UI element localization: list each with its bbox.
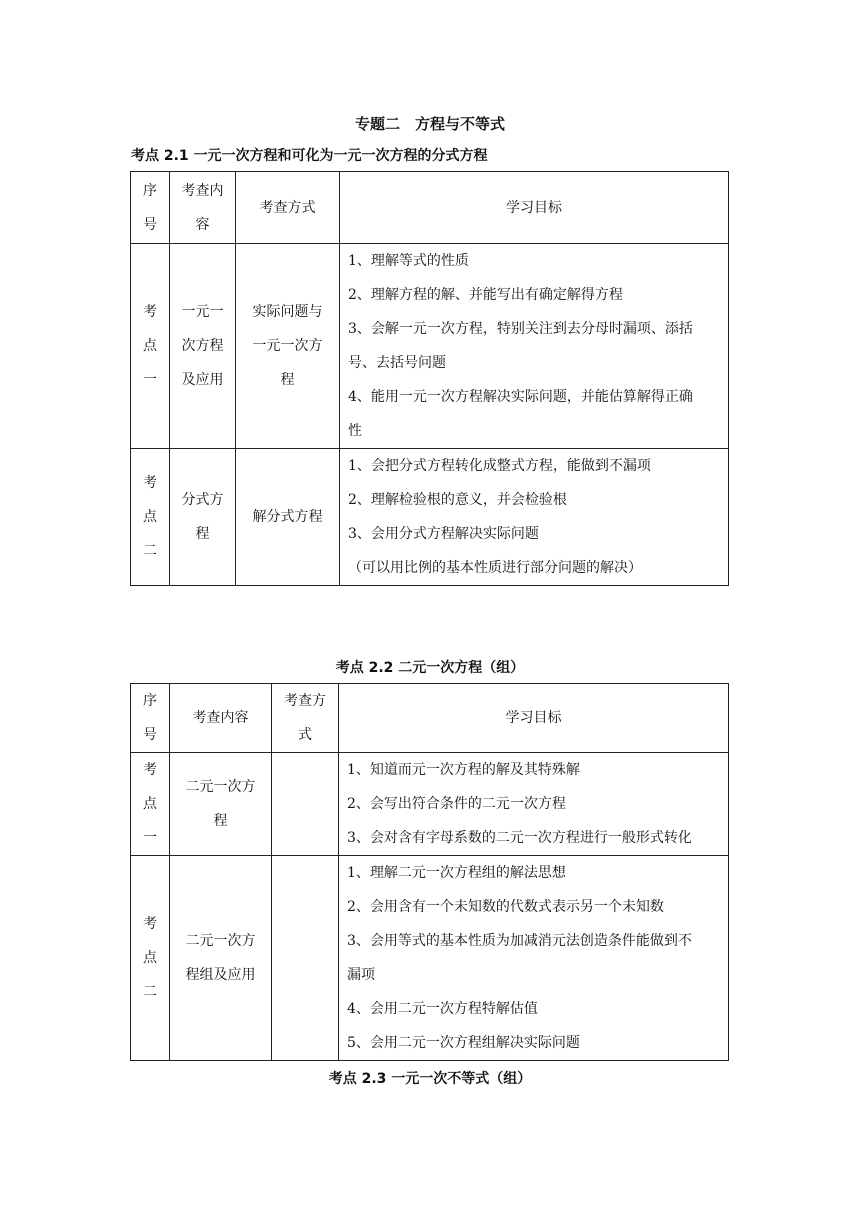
row-no: 考 点 二 <box>131 449 170 586</box>
row-content: 分式方 程 <box>170 449 236 586</box>
row-goals: 1、会把分式方程转化成整式方程，能做到不漏项 2、理解检验根的意义，并会检验根 3、会用分式方程解决实际问题 （可以用比例的基本性质进行部分问题的解决） <box>340 449 729 586</box>
header-no: 序 号 <box>131 172 170 244</box>
table-row <box>131 856 729 1061</box>
row-method <box>272 753 339 856</box>
section1-heading: 考点 2.1 一元一次方程和可化为一元一次方程的分式方程 <box>131 148 488 164</box>
row-method: 实际问题与 一元一次方 程 <box>236 244 340 449</box>
row-method <box>272 856 339 1061</box>
section2-heading: 考点 2.2 二元一次方程（组） <box>335 660 525 676</box>
row-goals: 1、理解等式的性质 2、理解方程的解、并能写出有确定解得方程 3、会解一元一次方程，特别关注到去分母时漏项、添括 号、去括号问题 4、能用一元一次方程解决实际问题，并能估算解得正确 性 <box>340 244 729 449</box>
table-header-row <box>131 684 729 753</box>
row-goals: 1、理解二元一次方程组的解法思想 2、会用含有一个未知数的代数式表示另一个未知数 3、会用等式的基本性质为加减消元法创造条件能做到不 漏项 4、会用二元一次方程特解估值 5、会用二元一次方程组解决实际问题 <box>339 856 729 1061</box>
header-method: 考查方式 <box>236 172 340 244</box>
page-title: 专题二 方程与不等式 <box>354 115 505 133</box>
row-goals: 1、知道而元一次方程的解及其特殊解 2、会写出符合条件的二元一次方程 3、会对含有字母系数的二元一次方程进行一般形式转化 <box>339 753 729 856</box>
header-goals: 学习目标 <box>339 684 729 753</box>
row-content: 二元一次方 程组及应用 <box>170 856 272 1061</box>
table-header-row <box>131 172 729 244</box>
row-method: 解分式方程 <box>236 449 340 586</box>
header-content: 考查内容 <box>170 684 272 753</box>
row-content: 二元一次方 程 <box>170 753 272 856</box>
row-no: 考 点 二 <box>131 856 170 1061</box>
header-goals: 学习目标 <box>340 172 729 244</box>
section3-heading: 考点 2.3 一元一次不等式（组） <box>328 1071 532 1087</box>
row-no: 考 点 一 <box>131 753 170 856</box>
header-method: 考查方 式 <box>272 684 339 753</box>
section2-table <box>130 683 729 1061</box>
header-content: 考查内 容 <box>170 172 236 244</box>
table-row <box>131 449 729 586</box>
table-row <box>131 753 729 856</box>
section1-table <box>130 171 729 586</box>
row-no: 考 点 一 <box>131 244 170 449</box>
header-no: 序 号 <box>131 684 170 753</box>
table-row <box>131 244 729 449</box>
row-content: 一元一 次方程 及应用 <box>170 244 236 449</box>
